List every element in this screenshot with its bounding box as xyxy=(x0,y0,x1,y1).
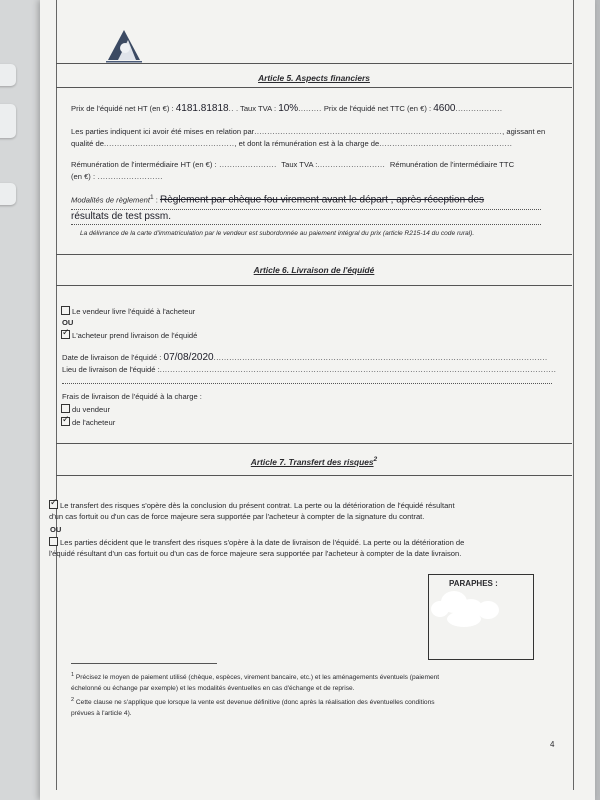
document-page xyxy=(40,0,595,800)
footnote-text: Précisez le moyen de paiement utilisé (chèque, espèces, virement bancaire, etc.) et les aménagements éventuels (paiement xyxy=(75,674,440,682)
footnote-num: 2 xyxy=(71,697,75,703)
divider xyxy=(56,475,572,476)
article7-title-row xyxy=(56,456,572,467)
divider xyxy=(56,87,572,88)
parties-line-2: qualité de.................................................., et dont la rémunération est à la charge de................................................... xyxy=(71,139,513,148)
parties-charge: , et dont la rémunération est à la charge de xyxy=(234,139,380,148)
clause-text: Le transfert des risques s'opère dès la conclusion du présent contrat. La perte ou la détérioration de l'équidé résultant xyxy=(60,501,455,510)
modalites-value-2: résultats de test pssm. xyxy=(71,211,172,222)
price-ttc-value: 4600 xyxy=(433,103,456,114)
desk-background xyxy=(0,0,40,800)
risk-clause-1[interactable] xyxy=(49,500,455,510)
price-row: Prix de l'équidé net HT (en €) : 4181.81818.. . Taux TVA : 10%......... Prix de l'équidé net TTC (en €) : 4600.................. xyxy=(71,103,503,114)
parties-qualite: qualité de xyxy=(71,139,104,148)
date-value: 07/08/2020 xyxy=(163,352,214,363)
article5-title: Article 5. Aspects financiers xyxy=(258,73,370,83)
footnote-2 xyxy=(71,697,435,706)
date-label: Date de livraison de l'équidé : xyxy=(62,353,162,362)
footnote-num: 1 xyxy=(71,672,75,678)
remun-tva-label: Taux TVA : xyxy=(281,160,318,169)
divider xyxy=(56,443,572,444)
risk-clause-1-line-2: d'un cas fortuit ou d'un cas de force majeure sera supportée par l'acheteur à compter de la signature du contrat. xyxy=(49,512,425,521)
footnote-text: Cette clause ne s'applique que lorsque la vente est devenue définitive (donc après la réalisation des éventuelles conditions xyxy=(75,699,435,707)
delivery-option-acheteur[interactable] xyxy=(61,330,197,340)
clause-text: Les parties décident que le transfert des risques s'opère à la date de livraison de l'équidé. La perte ou la détérioration de xyxy=(60,538,465,547)
modalites-row: Modalités de règlement$^1$ : Règlement par chèque fou virement avant le départ , après réception des xyxy=(71,194,485,206)
option-label: L'acheteur prend livraison de l'équidé xyxy=(72,331,198,340)
footnote-1-line-2: échelonné ou échange par exemple) et les modalités éventuelles en cas d'échange et de reprise. xyxy=(71,685,355,692)
or-separator: OU xyxy=(62,318,74,327)
tva-value: 10% xyxy=(278,103,299,114)
lieu-label: Lieu de livraison de l'équidé : xyxy=(62,365,160,374)
footnote-2-line-2: prévues à l'article 4). xyxy=(71,710,132,717)
frais-option-vendeur[interactable] xyxy=(61,404,110,414)
modalites-value: Règlement par chèque fou virement avant le départ , après réception des xyxy=(159,194,485,206)
remun-ttc-label: Rémunération de l'intermédiaire TTC xyxy=(389,160,515,169)
parties-line-1: Les parties indiquent ici avoir été mises en relation par..............................................................................................., agissant en xyxy=(71,127,546,136)
delivery-option-vendeur[interactable] xyxy=(61,306,195,316)
tva-label: . Taux TVA : xyxy=(235,104,277,113)
checkbox[interactable] xyxy=(61,404,70,413)
or-separator: OU xyxy=(50,525,62,534)
article6-title: Article 6. Livraison de l'équidé xyxy=(253,265,375,275)
checkbox-checked[interactable] xyxy=(61,417,70,426)
dotted-line xyxy=(62,383,552,384)
logo-icon xyxy=(100,26,150,66)
price-ht-value: 4181.81818 xyxy=(175,103,229,114)
modalites-label: Modalités de règlement xyxy=(71,195,150,205)
risk-clause-2[interactable] xyxy=(49,537,464,547)
lieu-livraison-row: Lieu de livraison de l'équidé :........................................................................................................................................................ xyxy=(62,365,557,374)
price-ht-label: Prix de l'équidé net HT (en €) : xyxy=(71,104,174,113)
checkbox[interactable] xyxy=(49,537,58,546)
remun-ttc-unit: (en €) : xyxy=(71,172,96,181)
keyboard-key xyxy=(0,104,16,138)
divider xyxy=(56,63,572,64)
dotted-line xyxy=(71,209,541,210)
page-number: 4 xyxy=(550,740,555,749)
remuneration-line-2: (en €) : ......................... xyxy=(71,172,163,181)
parties-text: Les parties indiquent ici avoir été mises en relation par xyxy=(71,127,255,136)
option-label: Le vendeur livre l'équidé à l'acheteur xyxy=(72,307,196,316)
remuneration-line-1: Rémunération de l'intermédiaire HT (en €) : ...................... Taux TVA :.......................... Rémunération de l'intermédiaire TTC xyxy=(71,160,515,169)
remun-ht-label: Rémunération de l'intermédiaire HT (en €) : xyxy=(71,160,217,169)
divider xyxy=(56,285,572,286)
paraphes-label: PARAPHES : xyxy=(449,579,498,588)
keyboard-key xyxy=(0,183,16,205)
checkbox-checked[interactable] xyxy=(49,500,58,509)
option-label: de l'acheteur xyxy=(72,418,116,427)
option-label: du vendeur xyxy=(72,405,110,414)
footnote-ref: 2 xyxy=(373,456,378,463)
frais-label: Frais de livraison de l'équidé à la charge : xyxy=(62,392,202,401)
modalites-row-2 xyxy=(71,211,171,222)
redaction xyxy=(447,611,481,627)
initials-box xyxy=(428,574,534,660)
keyboard-key xyxy=(0,64,16,86)
parties-text-end: , agissant en xyxy=(502,127,546,136)
delivrance-note: La délivrance de la carte d'immatriculation par le vendeur est subordonnée au paiement intégral du prix (article R215-14 du code rural). xyxy=(80,230,475,237)
footnote-1 xyxy=(71,672,439,681)
divider xyxy=(56,254,572,255)
risk-clause-2-line-2: l'équidé résultant d'un cas fortuit ou d'un cas de force majeure sera supportée par l'acheteur à compter de la date livraison. xyxy=(49,549,462,558)
checkbox-checked[interactable] xyxy=(61,330,70,339)
article7-title: Article 7. Transfert des risques xyxy=(250,456,374,467)
footnote-ref: 1 xyxy=(149,194,154,201)
date-livraison-row: Date de livraison de l'équidé : 07/08/2020................................................................................................................................ xyxy=(62,352,548,363)
footnote-rule xyxy=(71,663,217,664)
price-ttc-label: Prix de l'équidé net TTC (en €) : xyxy=(323,104,432,113)
frais-option-acheteur[interactable] xyxy=(61,417,115,427)
checkbox[interactable] xyxy=(61,306,70,315)
dotted-line xyxy=(71,224,541,225)
